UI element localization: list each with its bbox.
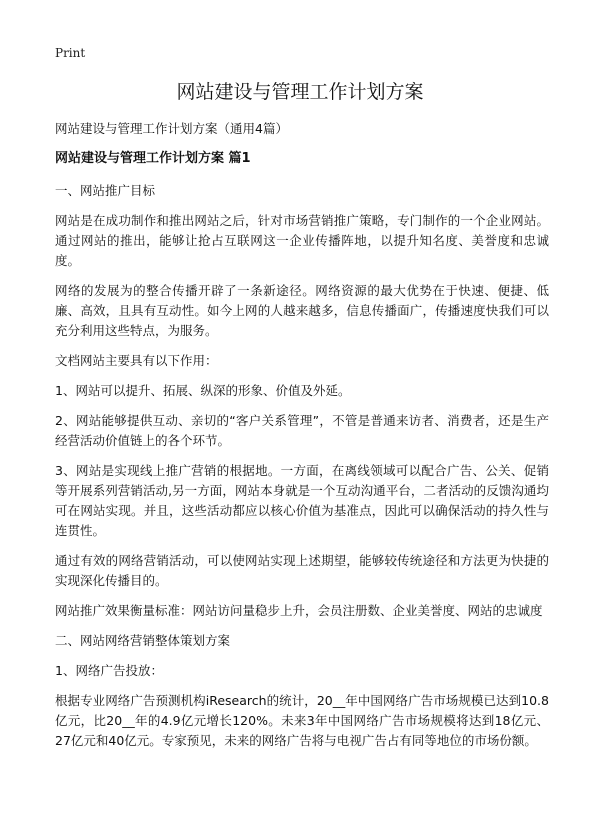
paragraph: 文档网站主要具有以下作用： bbox=[55, 353, 218, 368]
section-heading: 网站建设与管理工作计划方案 篇1 bbox=[55, 151, 251, 166]
document-subtitle: 网站建设与管理工作计划方案（通用4篇） bbox=[55, 121, 288, 136]
paragraph: 网站推广效果衡量标准：网站访问量稳步上升，会员注册数、企业美誉度、网站的忠诚度 bbox=[55, 603, 543, 618]
page-title: 网站建设与管理工作计划方案 bbox=[176, 81, 424, 103]
heading-promotion-goals: 一、网站推广目标 bbox=[55, 183, 156, 198]
list-item: 3、网站是实现线上推广营销的根据地。一方面，在离线领域可以配合广告、公关、促销等开展系列营销活动,另一方面，网站本身就是一个互动沟通平台，二者活动的反馈沟通均可在网站实现。并且，这些活动都应以核心价值为基准点，因此可以确保活动的持久性与连贯性。 bbox=[55, 463, 549, 538]
paragraph: 通过有效的网络营销活动，可以使网站实现上述期望，能够较传统途径和方法更为快捷的实现深化传播目的。 bbox=[55, 553, 549, 588]
list-item: 1、网络广告投放： bbox=[55, 663, 163, 678]
document-body bbox=[55, 181, 549, 761]
paragraph: 根据专业网络广告预测机构iResearch的统计，20__年中国网络广告市场规模已达到10.8亿元，比20__年的4.9亿元增长120%。未来3年中国网络广告市场规模将达到18亿元、27亿元和40亿元。专家预见，未来的网络广告将与电视广告占有同等地位的市场份额。 bbox=[55, 693, 549, 748]
paragraph: 网站是在成功制作和推出网站之后，针对市场营销推广策略，专门制作的一个企业网站。通过网站的推出，能够让抢占互联网这一企业传播阵地，以提升知名度、美誉度和忠诚度。 bbox=[55, 213, 549, 268]
list-item: 1、网站可以提升、拓展、纵深的形象、价值及外延。 bbox=[55, 383, 351, 398]
print-link[interactable]: Print bbox=[55, 46, 86, 60]
paragraph: 网络的发展为的整合传播开辟了一条新途径。网络资源的最大优势在于快速、便捷、低廉、高效，且具有互动性。如今上网的人越来越多，信息传播面广，传播速度快我们可以充分利用这些特点，为服务。 bbox=[55, 283, 549, 338]
list-item: 2、网站能够提供互动、亲切的“客户关系管理”，不管是普通来访者、消费者，还是生产经营活动价值链上的各个环节。 bbox=[55, 413, 549, 448]
heading-marketing-plan: 二、网站网络营销整体策划方案 bbox=[55, 633, 231, 648]
